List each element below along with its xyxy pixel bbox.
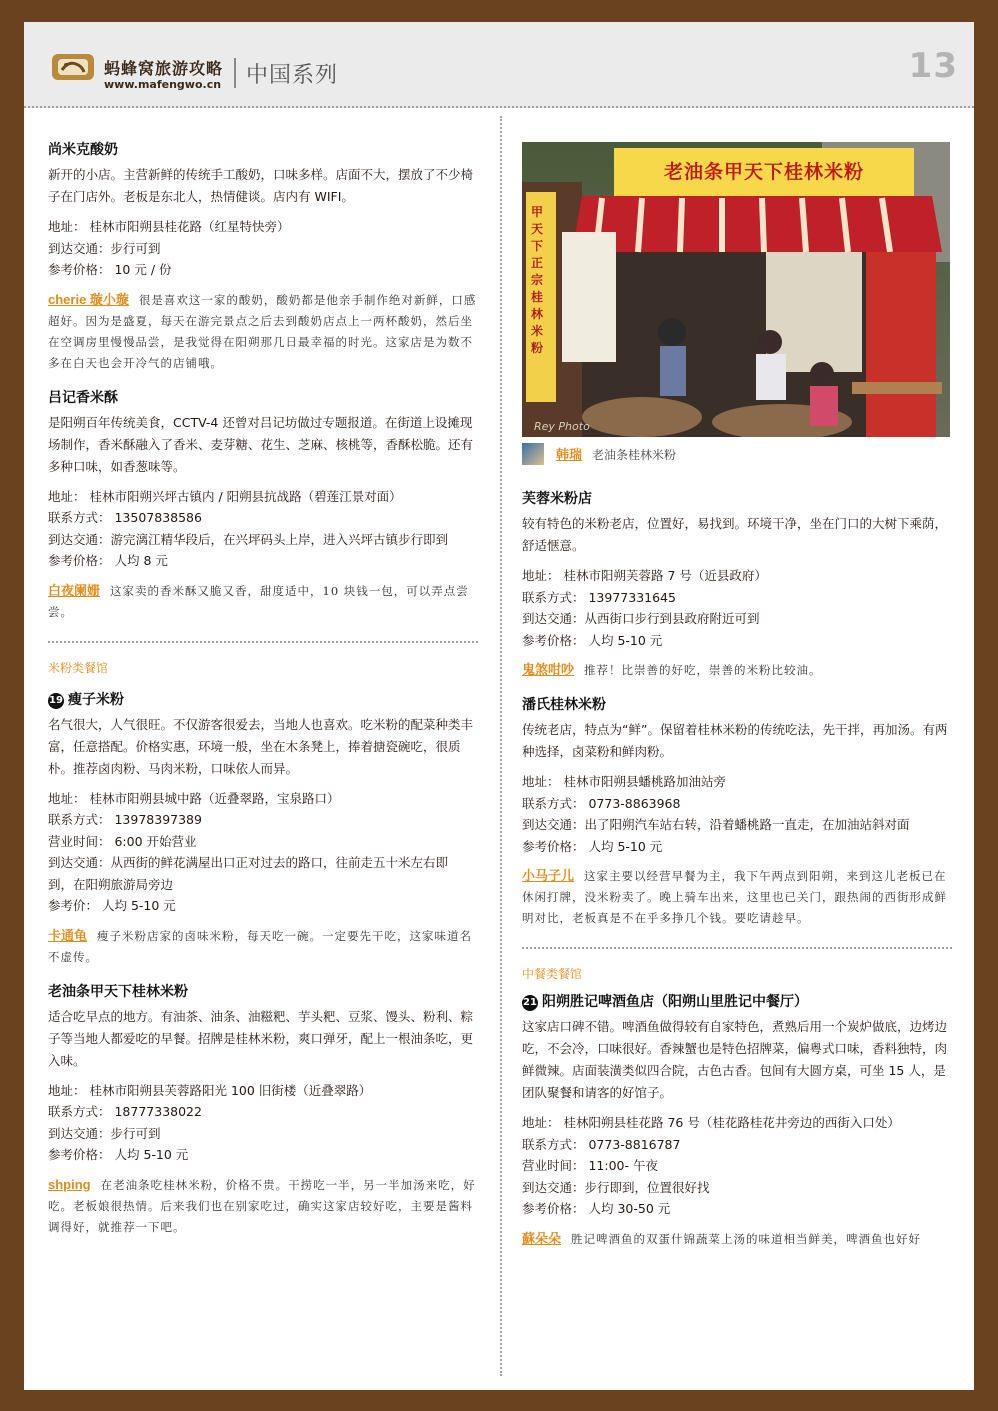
user-review <box>48 289 478 374</box>
series-title: 中国系列 <box>246 63 339 88</box>
caption-user-link[interactable]: 韩瑞 <box>556 448 583 463</box>
entry-transport: 到达交通：从西街的鲜花满屋出口正对过去的路口，往前走五十米左右即 <box>48 855 449 870</box>
entry-transport: 到达交通：游完漓江精华段后，在兴坪码头上岸，进入兴坪古镇步行即到 <box>48 531 449 547</box>
category-label: 米粉类餐馆 <box>48 660 109 675</box>
entry-hours: 营业时间： 11:00- 午夜 <box>522 1158 658 1173</box>
entry-price: 参考价格： 人均 5-10 元 <box>522 632 663 648</box>
mafengwo-logo-icon <box>50 50 100 84</box>
reviewer-link[interactable]: 小马子儿 <box>522 868 575 883</box>
entry-description: 新开的小店。主营新鲜的传统手工酸奶，口味多样。店面不大，摆放了不少椅子在门店外。老板是东北人，热情健谈。店内有 WIFI。 <box>48 167 474 204</box>
review-text: 在老油条吃桂林米粉，价格不贵。干捞吃一半，另一半加汤来吃，好吃。老板娘很热情。后来我们也在别家吃过，确实这家店较好吃，主要是酱料调得好，就推荐一下吧。 <box>48 1177 476 1234</box>
review-text: 瘦子米粉店家的卤味米粉，每天吃一碗。一定要先干吃，这家味道名不虚传。 <box>48 928 473 964</box>
entry-title: 芙蓉米粉店 <box>522 491 592 507</box>
header-divider <box>234 58 236 88</box>
guide-page <box>24 22 974 1390</box>
entry-title: 19 瘦子米粉 <box>49 691 124 708</box>
user-review <box>48 925 478 968</box>
entry-transport: 到达交通：从西街口步行到县政府附近可到 <box>522 611 760 626</box>
shop-photo <box>522 142 950 437</box>
entry-info <box>522 1112 952 1220</box>
entry-address: 地址： 桂林市阳朔兴坪古镇内 / 阳朔县抗战路（碧莲江景对面） <box>48 488 402 504</box>
user-review <box>48 1174 478 1238</box>
entry-address: 地址： 桂林市阳朔芙蓉路 7 号（近县政府） <box>522 568 767 583</box>
avatar[interactable] <box>522 443 544 465</box>
entry-description: 较有特色的米粉老店，位置好，易找到。环境干净，坐在门口的大树下乘荫，舒适惬意。 <box>522 516 948 553</box>
entry-info <box>48 216 478 281</box>
entry-address: 地址： 桂林市阳朔县蟠桃路加油站旁 <box>522 774 726 789</box>
entry-price: 参考价格： 10 元 / 份 <box>48 262 172 277</box>
caption-text: 老油条桂林米粉 <box>592 448 677 462</box>
review-text: 胜记啤酒鱼的双蛋什锦蔬菜上汤的味道相当鲜美，啤酒鱼也好好 <box>571 1231 922 1246</box>
reviewer-link[interactable]: 蘇朵朵 <box>522 1230 562 1246</box>
reviewer-link[interactable]: 白夜阑姗 <box>48 582 101 598</box>
entry-price: 参考价格： 人均 5-10 元 <box>522 838 663 854</box>
entry-number-badge: 21 <box>522 995 538 1011</box>
entry-contact: 联系方式： 0773-8863968 <box>522 795 681 811</box>
user-review <box>522 659 952 681</box>
side-sign-text: 甲天下正宗桂林米粉 <box>531 205 544 355</box>
entry-description: 名气很大，人气很旺。不仅游客很爱去，当地人也喜欢。吃米粉的配菜种类丰富，任意搭配。价格实惠，环境一般，坐在木条凳上，捧着搪瓷碗吃，很质朴。推荐卤肉粉、马肉米粉，口味依人而异。 <box>48 716 474 776</box>
reviewer-link[interactable]: 鬼煞咁吵 <box>522 662 575 677</box>
reviewer-link[interactable]: 卡通龟 <box>48 927 88 943</box>
entry-contact: 联系方式： 18777338022 <box>48 1104 202 1119</box>
entry-info <box>48 1080 478 1166</box>
entry-transport: 到达交通：步行即到，位置很好找 <box>522 1179 710 1195</box>
section-divider <box>522 947 952 949</box>
entry-yogurt <box>48 140 478 374</box>
entry-transport: 到达交通：步行可到 <box>48 240 161 256</box>
review-text: 这家主要以经营早餐为主，我下午两点到阳朔，来到这儿老板已在休闲打牌，没米粉卖了。晚上骑车出来，这里也已关门，跟热闹的西街形成鲜明对比，老板真是不在乎多挣几个钱。要吃请趁早。 <box>522 869 947 925</box>
section-divider <box>48 641 478 643</box>
entry-price: 参考价格： 人均 30-50 元 <box>522 1201 671 1216</box>
user-review <box>522 1228 952 1250</box>
entry-info <box>522 771 952 857</box>
entry-description: 这家店口碑不错。啤酒鱼做得较有自家特色，煮熟后用一个炭炉做底，边烤边吃，不会冷，口味很好。香辣蟹也是特色招牌菜，偏粤式口味，香料独特，肉鲜微辣。店面装潢类似四合院，古色古香。包间有大圆方桌，可坐 15 人，是团队聚餐和请客的好馆子。 <box>522 1019 948 1100</box>
entry-transport: 到达交通：步行可到 <box>48 1125 161 1141</box>
entry-title: 尚米克酸奶 <box>48 142 118 158</box>
entry-title: 老油条甲天下桂林米粉 <box>48 983 188 1000</box>
entry-info <box>48 486 478 572</box>
reviewer-link[interactable]: shping <box>48 1176 91 1192</box>
column-divider <box>500 116 502 1376</box>
entry-laoyoutiao <box>48 982 478 1238</box>
brand-url[interactable]: www.mafengwo.cn <box>104 78 222 91</box>
category-label: 中餐类餐馆 <box>522 967 583 981</box>
entry-title: 吕记香米酥 <box>48 389 118 406</box>
entry-address: 地址： 桂林阳朔县桂花路 76 号（桂花路桂花井旁边的西街入口处） <box>522 1115 900 1130</box>
left-column <box>48 140 478 1238</box>
entry-info <box>522 565 952 651</box>
entry-contact: 联系方式： 0773-8816787 <box>522 1136 681 1152</box>
brand-name: 蚂蜂窝旅游攻略 <box>104 59 224 78</box>
page-number: 13 <box>908 46 958 86</box>
entry-furong <box>522 489 952 681</box>
entry-number-badge: 19 <box>48 693 64 709</box>
review-text: 推荐！比崇善的好吃，崇善的米粉比较油。 <box>584 663 822 677</box>
photo-credit: Rey Photo <box>534 420 590 433</box>
photo-caption <box>522 443 952 467</box>
entry-transport-cont: 到，在阳朔旅游局旁边 <box>48 876 174 892</box>
entry-lvji <box>48 388 478 623</box>
entry-address: 地址： 桂林市阳朔县城中路（近叠翠路，宝泉路口） <box>48 790 340 806</box>
review-text: 很是喜欢这一家的酸奶，酸奶都是他亲手制作绝对新鲜，口感超好。因为是盛夏，每天在游完景点之后去到酸奶店点上一两杯酸奶，然后坐在空调房里慢慢品尝，是我觉得在阳朔那几日最幸福的时光。这家店是为数不多在白天也会开冷气的店铺哦。 <box>48 292 477 370</box>
right-column <box>522 142 952 1250</box>
entry-info <box>48 788 478 917</box>
shop-sign-text: 老油条甲天下桂林米粉 <box>663 161 864 183</box>
entry-panshi <box>522 695 952 929</box>
entry-description: 传统老店，特点为“鲜”。保留着桂林米粉的传统吃法，先干拌，再加汤。有两种选择，卤菜粉和鲜肉粉。 <box>522 722 948 759</box>
entry-contact: 联系方式： 13977331645 <box>522 589 676 605</box>
page-header <box>24 22 974 108</box>
entry-title: 潘氏桂林米粉 <box>522 697 606 713</box>
user-review <box>48 580 478 623</box>
entry-description: 适合吃早点的地方。有油茶、油条、油糍粑、芋头粑、豆浆、馒头、粉利、粽子等当地人都爱吃的早餐。招牌是桂林米粉，爽口弹牙，配上一根油条吃，更入味。 <box>48 1008 474 1068</box>
entry-price: 参考价格： 人均 8 元 <box>48 553 168 568</box>
entry-description: 是阳朔百年传统美食，CCTV-4 还曾对吕记坊做过专题报道。在街道上设摊现场制作，香米酥融入了香米、麦芽糖、花生、芝麻、核桃等，香酥松脆。还有多种口味，如香葱味等。 <box>48 414 474 474</box>
entry-title: 21 阳朔胜记啤酒鱼店（阳朔山里胜记中餐厅） <box>523 994 808 1010</box>
entry-address: 地址： 桂林市阳朔县芙蓉路阳光 100 旧街楼（近叠翠路） <box>48 1082 372 1098</box>
entry-price: 参考价格： 人均 5-10 元 <box>48 1147 189 1162</box>
entry-shouzi <box>48 690 478 968</box>
user-review <box>522 865 952 929</box>
review-text: 这家卖的香米酥又脆又香，甜度适中，10 块钱一包，可以弄点尝尝。 <box>48 583 469 619</box>
entry-shengji <box>522 992 952 1250</box>
reviewer-link[interactable]: cherie 璇小璇 <box>48 291 129 307</box>
entry-address: 地址： 桂林市阳朔县桂花路（红星特快旁） <box>48 219 290 234</box>
entry-transport: 到达交通：出了阳朔汽车站右转，沿着蟠桃路一直走，在加油站斜对面 <box>522 817 910 832</box>
entry-contact: 联系方式： 13978397389 <box>48 812 202 827</box>
entry-hours: 营业时间： 6:00 开始营业 <box>48 833 197 849</box>
entry-contact: 联系方式： 13507838586 <box>48 510 202 525</box>
entry-price: 参考价： 人均 5-10 元 <box>48 898 176 913</box>
